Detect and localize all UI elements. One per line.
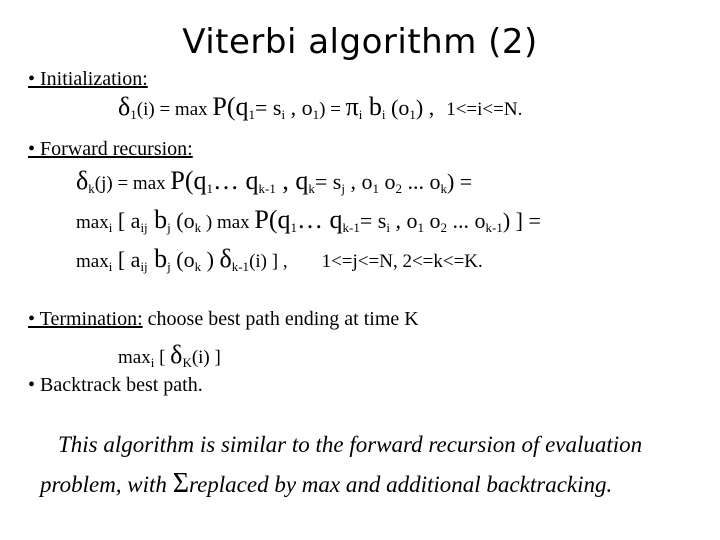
note-line-1: This algorithm is similar to the forward recursion of evaluation [58,432,643,457]
forward-line-3: $\max_i$ [ $a_{ij}$ $b_j$ ($o_k$ ) $\delta_{k-1}(i)$ ] , 1<=j<=N, 2<=k<=K. [76,244,483,274]
forward-heading [28,138,193,161]
termination-text: choose best path ending at time K [142,308,419,330]
initialization-heading [28,68,148,91]
forward-label: • Forward recursion: [28,138,193,160]
initialization-label: • Initialization: [28,68,148,90]
forward-line-2: $\max_i$ [ $a_{ij}$ $b_j$ ($o_k$ ) $\max P(q_1\dots$ $q_{k-1}= s_i$ , $o_1$ $o_2$ ... $o_{k-1}$) ] = [76,205,541,235]
termination-equation: $\max_i$ [ $\delta_K(i)$ ] [118,340,221,370]
forward-line-1: $\delta_k(j) = \max$ $P(q_1\dots$ $q_{k-1}$ , $q_k= s_j$ , $o_1$ $o_2$ ... $o_k$) = [76,166,473,196]
initialization-range: 1<=i<=N. [446,99,523,120]
note-line-2: problem, with Σreplaced by max and additional backtracking. [40,468,613,499]
termination-label: • Termination: [28,308,143,330]
sigma-symbol: Σ [172,468,189,499]
slide-title: Viterbi algorithm (2) [182,22,538,62]
forward-range: 1<=j<=N, 2<=k<=K. [321,251,483,272]
termination-line [28,308,419,331]
initialization-equation: $\delta_1(i) = \max P(q_1= s_i$ , $o_1) = \pi_i$ $b_i$ $(o_1)$ , 1<=i<=N. [118,92,523,122]
backtrack-line: • Backtrack best path. [28,374,203,396]
